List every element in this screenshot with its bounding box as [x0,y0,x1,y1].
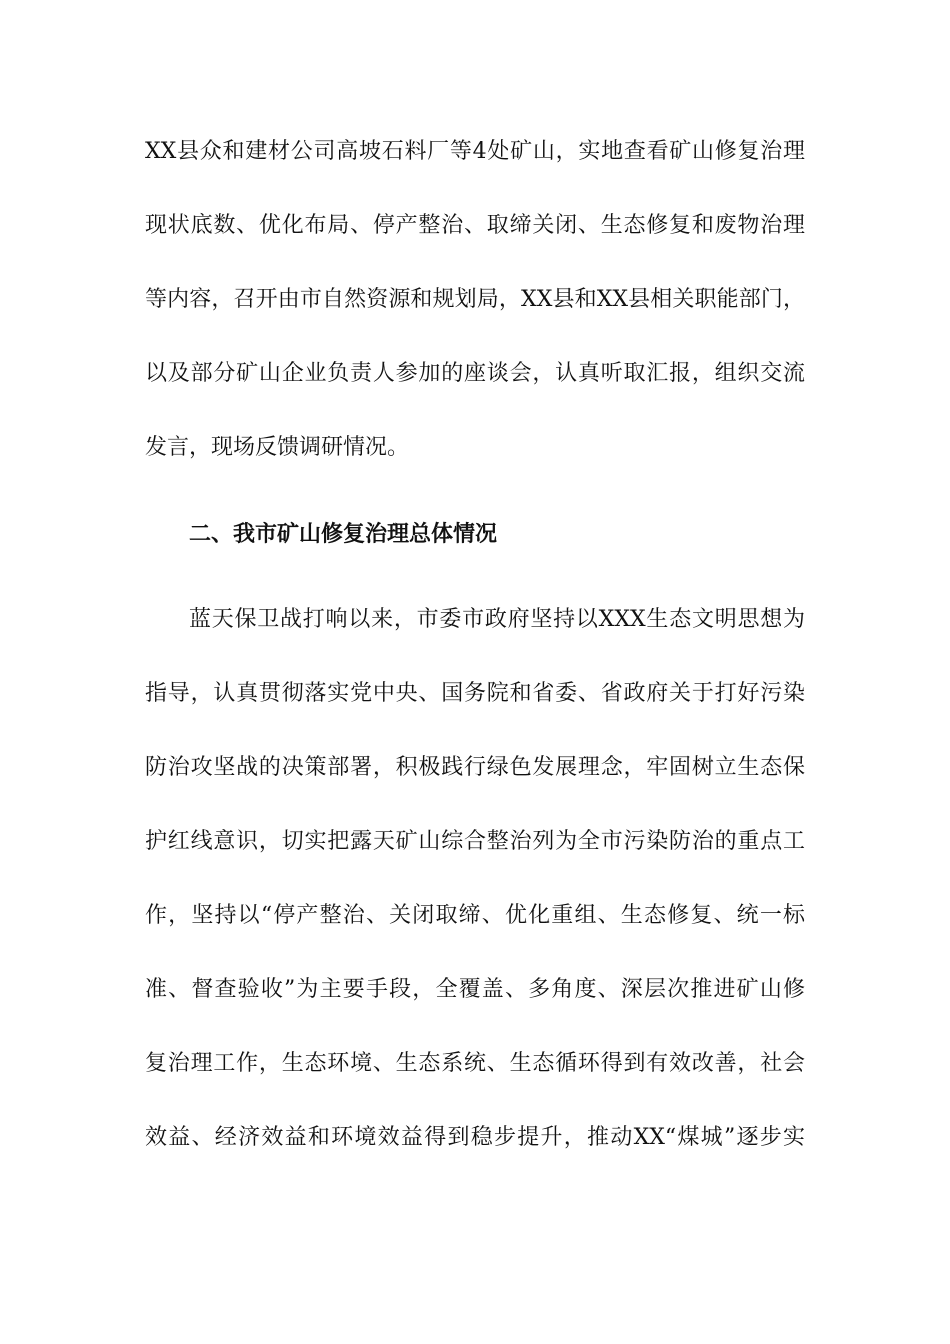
paragraph-1-line-1: XX县众和建材公司高坡石料厂等4处矿山，实地查看矿山修复治理 [145,139,805,164]
paragraph-2-line-4: 护红线意识，切实把露天矿山综合整治列为全市污染防治的重点工 [145,829,805,854]
paragraph-2-line-6: 准、督查验收”为主要手段，全覆盖、多角度、深层次推进矿山修 [145,977,805,1002]
paragraph-2-line-2: 指导，认真贯彻落实党中央、国务院和省委、省政府关于打好污染 [145,681,805,706]
paragraph-2-line-8: 效益、经济效益和环境效益得到稳步提升，推动XX“煤城”逐步实 [145,1125,805,1150]
paragraph-1-line-2: 现状底数、优化布局、停产整治、取缔关闭、生态修复和废物治理 [145,213,805,238]
paragraph-1-line-4: 以及部分矿山企业负责人参加的座谈会，认真听取汇报，组织交流 [145,361,805,386]
paragraph-1-line-5: 发言，现场反馈调研情况。 [145,435,410,460]
paragraph-1-line-3: 等内容，召开由市自然资源和规划局，XX县和XX县相关职能部门， [145,287,805,312]
paragraph-2-line-1: 蓝天保卫战打响以来，市委市政府坚持以XXX生态文明思想为 [189,607,805,632]
paragraph-2-line-3: 防治攻坚战的决策部署，积极践行绿色发展理念，牢固树立生态保 [145,755,805,780]
paragraph-2-line-5: 作，坚持以“停产整治、关闭取缔、优化重组、生态修复、统一标 [145,903,805,928]
paragraph-2-line-7: 复治理工作，生态环境、生态系统、生态循环得到有效改善，社会 [145,1051,805,1076]
section-heading: 二、我市矿山修复治理总体情况 [189,521,498,547]
